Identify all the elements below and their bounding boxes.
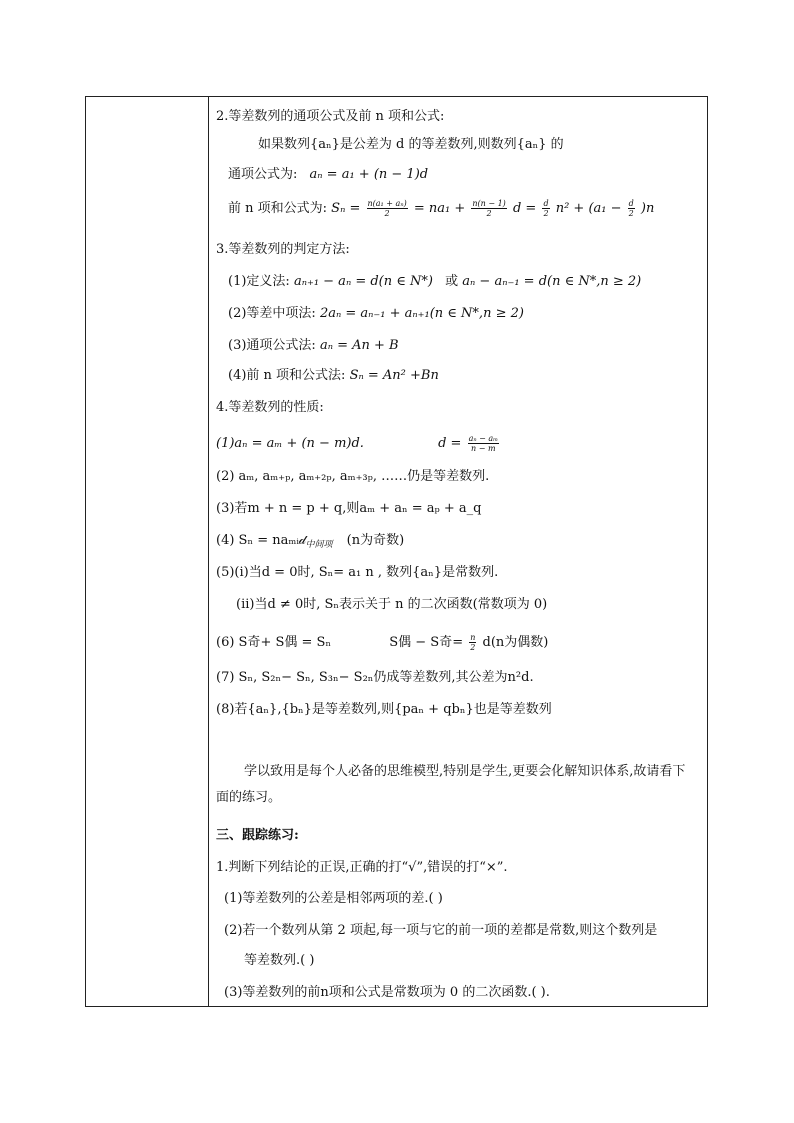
- sum-tail-3: )n: [640, 201, 655, 216]
- method-2: (2)等差中项法: 2aₙ = aₙ₋₁ + aₙ₊₁(n ∈ N*,n ≥ 2): [228, 306, 524, 321]
- sum-frac-3: $\frac{d}{2}$: [543, 199, 549, 218]
- question-1: 1.判断下列结论的正误,正确的打“√”,错误的打“×”.: [216, 860, 508, 875]
- property-6: (6) S奇+ S偶 = Sₙ S偶 − S奇= $\frac{n}{2}$ d(n为偶数): [216, 633, 549, 652]
- section4-title: 4.等差数列的性质:: [216, 400, 324, 415]
- general-formula: aₙ = a₁ + (n − 1)d: [309, 167, 429, 182]
- property-5: (5)(i)当d = 0时, Sₙ= a₁ n , 数列{aₙ}是常数列.: [216, 565, 499, 580]
- section2-title: 2.等差数列的通项公式及前 n 项和公式:: [216, 109, 445, 124]
- property-8: (8)若{aₙ},{bₙ}是等差数列,则{paₙ + qbₙ}也是等差数列: [216, 702, 552, 717]
- property-7: (7) Sₙ, S₂ₙ− Sₙ, S₃ₙ− S₂ₙ仍成等差数列,其公差为n²d.: [216, 670, 534, 685]
- left-column-cell: [86, 97, 209, 1006]
- general-formula-line: [228, 167, 428, 183]
- sum-frac-2: $\frac{n(n - 1)}{2}$: [472, 199, 506, 218]
- sum-frac-1: $\frac{\text{n(a₁ + aₙ)}}{2}$: [367, 199, 407, 218]
- section2-intro: 如果数列{aₙ}是公差为 d 的等差数列,则数列{aₙ} 的: [258, 137, 564, 152]
- property-3: (3)若m + n = p + q,则aₘ + aₙ = aₚ + a_q: [216, 501, 482, 516]
- sum-lhs: Sₙ =: [331, 201, 361, 216]
- practice-title: 三、跟踪练习:: [216, 828, 299, 843]
- question-1-1: (1)等差数列的公差是相邻两项的差.( ): [224, 891, 443, 906]
- method-4: (4)前 n 项和公式法: Sₙ = An² +Bn: [228, 368, 439, 383]
- sum-label: 前 n 项和公式为:: [228, 201, 328, 216]
- property-4: (4) Sₙ = naₘᵢ𝒹$_{中间项}$ (n为奇数): [216, 533, 405, 550]
- method-1: (1)定义法: aₙ₊₁ − aₙ = d(n ∈ N*) 或 aₙ − aₙ₋₁ = d(n ∈ N*,n ≥ 2): [228, 274, 642, 289]
- section3-title: 3.等差数列的判定方法:: [216, 242, 350, 257]
- property-1: (1)aₙ = aₘ + (n − m)d. d = $\frac{\text{aₙ − aₘ}}{n - m}$: [216, 434, 499, 453]
- property-6-frac: $\frac{n}{2}$: [470, 633, 476, 652]
- general-label: 通项公式为:: [228, 167, 298, 182]
- question-1-2b: 等差数列.( ): [244, 953, 315, 968]
- property-2: (2) aₘ, aₘ₊ₚ, aₘ₊₂ₚ, aₘ₊₃ₚ, ……仍是等差数列.: [216, 469, 490, 484]
- property-5b: (ii)当d ≠ 0时, Sₙ表示关于 n 的二次函数(常数项为 0): [236, 597, 548, 612]
- property-1-frac: $\frac{\text{aₙ − aₘ}}{n - m}$: [468, 434, 499, 453]
- sum-tail-1: d =: [512, 201, 537, 216]
- question-1-2a: (2)若一个数列从第 2 项起,每一项与它的前一项的差都是常数,则这个数列是: [224, 923, 658, 938]
- sum-formula-line: [228, 199, 654, 218]
- method-3: (3)通项公式法: aₙ = An + B: [228, 338, 399, 353]
- sum-frac-4: $\frac{d}{2}$: [628, 199, 634, 218]
- content-table: [85, 96, 708, 1007]
- sum-tail-2: n² + (a₁ −: [555, 201, 622, 216]
- question-1-3: (3)等差数列的前n项和公式是常数项为 0 的二次函数.( ).: [224, 985, 550, 1000]
- practice-intro-paragraph: 学以致用是每个人必备的思维模型,特别是学生,更要会化解知识体系,故请看下面的练习。: [216, 764, 686, 805]
- sum-eq: = na₁ +: [413, 201, 466, 216]
